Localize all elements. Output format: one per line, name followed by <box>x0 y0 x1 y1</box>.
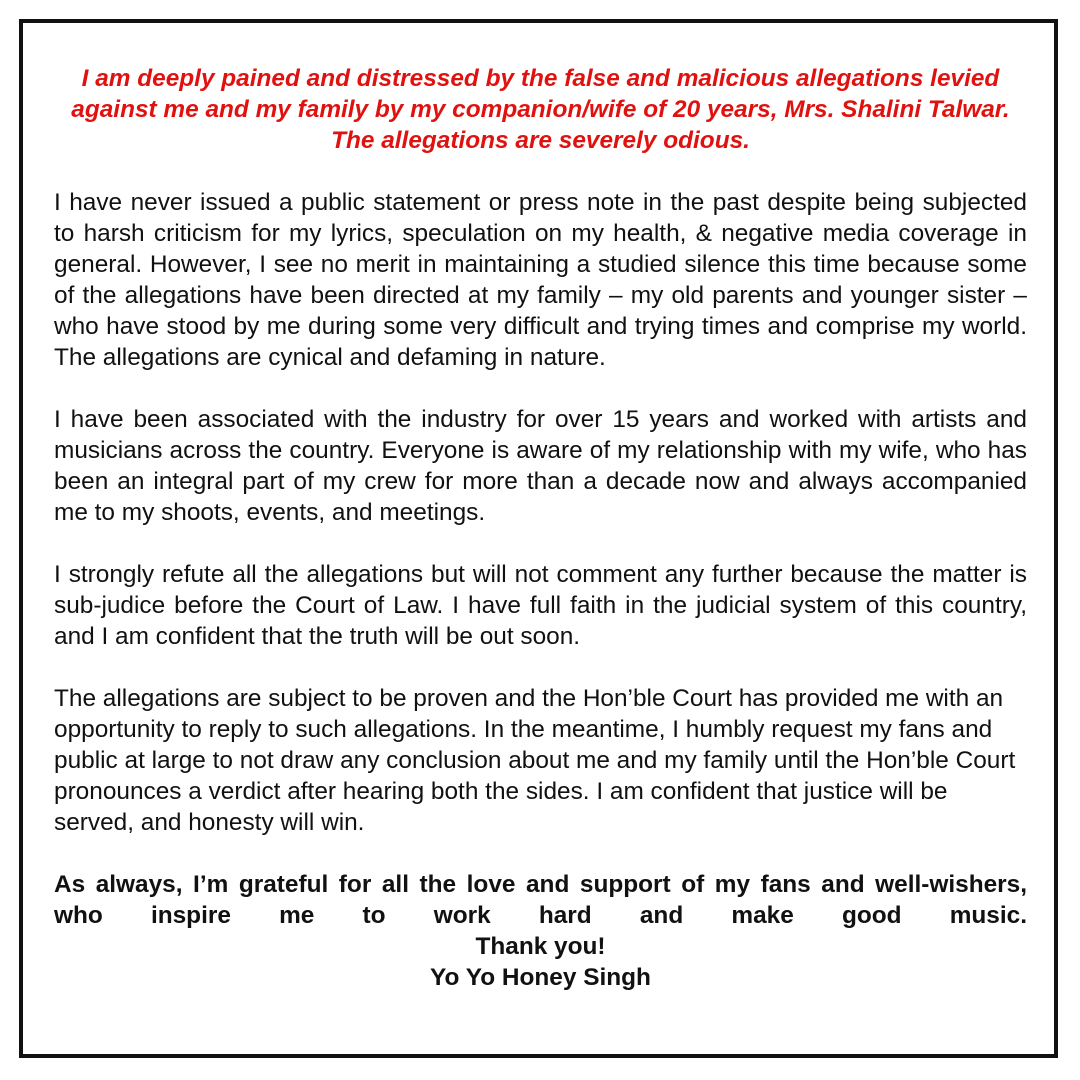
paragraph-public-statement: I have never issued a public statement or press note in the past despite being subjected to harsh criticism for my lyrics, speculation on my health, & negative media coverage in general. However, I see no merit in maintaining a studied silence this time because some of the allegations have been directed at my family – my old parents and younger sister – who have stood by me during some very difficult and trying times and comprise my world. The allegations are cynical and defaming in nature. <box>54 189 1027 371</box>
statement-body <box>54 63 1027 993</box>
closing-gratitude: As always, I’m grateful for all the love and support of my fans and well-wishers, who inspire me to work hard and make good music. <box>54 871 1027 929</box>
signature: Yo Yo Honey Singh <box>430 964 651 991</box>
thank-you-line: Thank you! <box>475 933 606 960</box>
paragraph-refute-allegations: I strongly refute all the allegations but will not comment any further because the matter is sub-judice before the Court of Law. I have full faith in the judicial system of this country, and I am confident that the truth will be out soon. <box>54 561 1027 650</box>
headline: I am deeply pained and distressed by the false and malicious allegations levied against me and my family by my companion/wife of 20 years, Mrs. Shalini Talwar. The allegations are severely odious. <box>71 65 1010 154</box>
paragraph-court-request: The allegations are subject to be proven and the Hon’ble Court has provided me with an opportunity to reply to such allegations. In the meantime, I humbly request my fans and public at large to not draw any conclusion about me and my family until the Hon’ble Court pronounces a verdict after hearing both the sides. I am confident that justice will be served, and honesty will win. <box>54 685 1016 836</box>
paragraph-industry-association: I have been associated with the industry for over 15 years and worked with artists and musicians across the country. Everyone is aware of my relationship with my wife, who has been an integral part of my crew for more than a decade now and always accompanied me to my shoots, events, and meetings. <box>54 406 1027 526</box>
